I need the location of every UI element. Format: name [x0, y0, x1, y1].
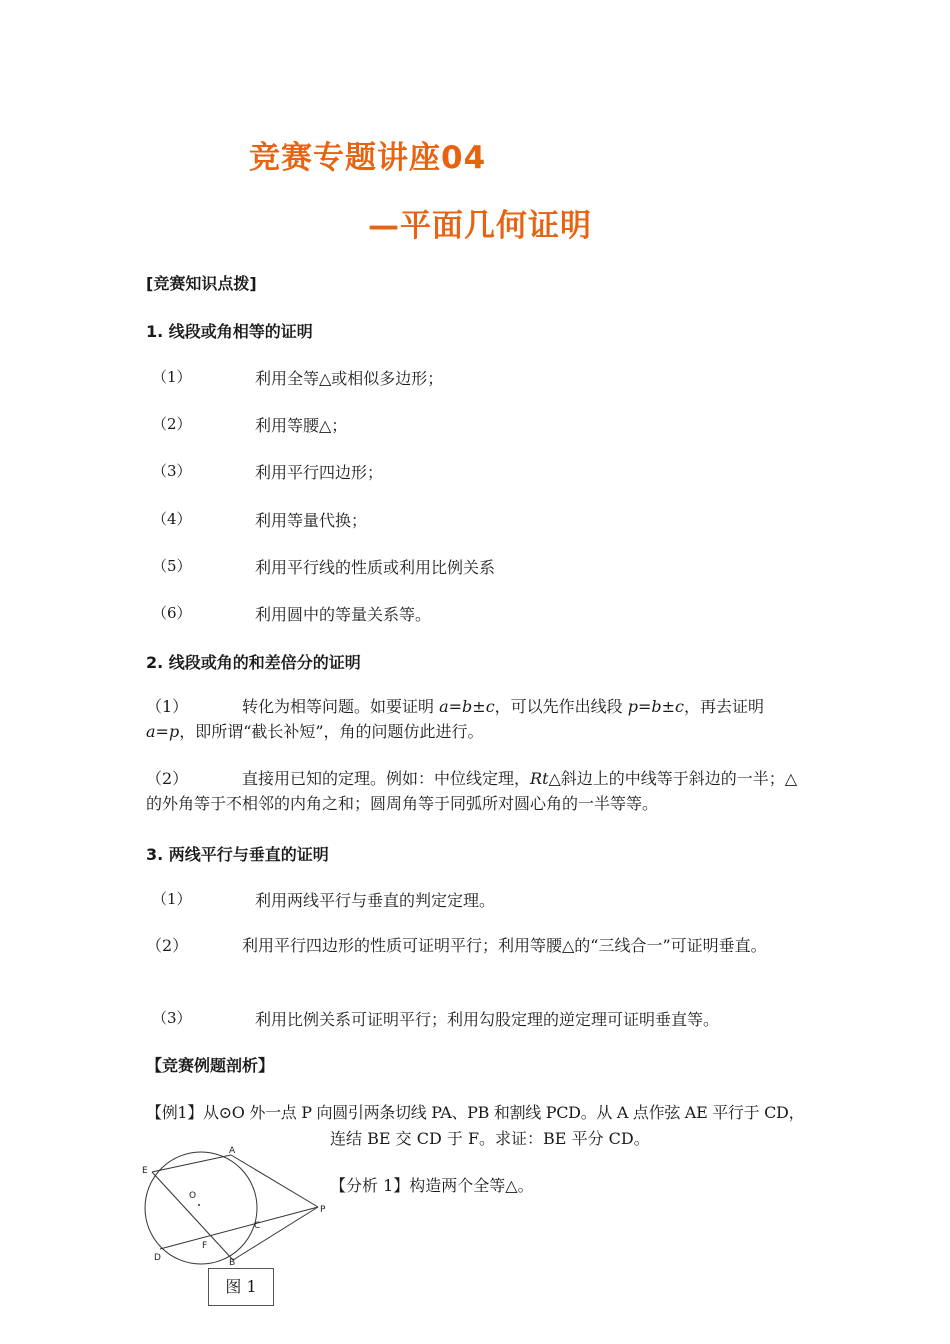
s2-p1-expr-2: p=b±c [627, 697, 685, 716]
s1-item-1-text: 利用全等△或相似多边形； [255, 369, 444, 388]
s3-item-3-number: （3） [152, 1009, 192, 1027]
chord-ae [152, 1155, 231, 1172]
s3-p2-number: （2） [146, 936, 189, 955]
s1-item-6-number: （6） [152, 604, 192, 622]
s3-item-3-text: 利用比例关系可证明平行；利用勾股定理的逆定理可证明垂直等。 [255, 1010, 720, 1029]
title-line-2: —平面几何证明 [368, 208, 592, 244]
s1-item-4-text: 利用等量代换； [255, 511, 368, 530]
s2-p1-text-a: 转化为相等问题。如要证明 [242, 697, 440, 716]
s2-p2-text-a: 直接用已知的定理。例如：中位线定理， [242, 769, 531, 788]
s2-p2-text-b: △斜边上的中线等于斜边的一半；△的外角等于不相邻的内角之和；圆周角等于同弧所对圆心角的一半等等。 [146, 769, 798, 813]
tangent-pb [233, 1207, 318, 1260]
example-1-line-1: 【例1】从⊙O 外一点 P 向圆引两条切线 PA、PB 和割线 PCD。从 A 点作弦 AE 平行于 CD， [146, 1103, 805, 1122]
label-o: O [189, 1191, 197, 1201]
secant-pcd [160, 1207, 318, 1249]
line-be [152, 1172, 233, 1260]
s3-item-1-text: 利用两线平行与垂直的判定定理。 [255, 891, 496, 910]
label-p: P [320, 1205, 326, 1215]
s2-p1-text-d: ，即所谓“截长补短”，角的问题仿此进行。 [179, 722, 484, 741]
examples-header: 【竞赛例题剖析】 [146, 1056, 275, 1075]
figure-1-diagram [138, 1140, 338, 1270]
example-1-line-2: 连结 BE 交 CD 于 F。求证：BE 平分 CD。 [330, 1129, 650, 1148]
tangent-pa [231, 1155, 318, 1207]
label-d: D [154, 1253, 161, 1263]
center-dot [198, 1204, 200, 1206]
label-f: F [202, 1241, 208, 1251]
s2-paragraph-1 [146, 694, 810, 744]
s1-item-3-number: （3） [152, 462, 192, 480]
s1-item-5-number: （5） [152, 557, 192, 575]
figure-1-caption: 图 1 [208, 1268, 274, 1306]
s1-item-2-number: （2） [152, 415, 192, 433]
section-3-heading: 3. 两线平行与垂直的证明 [146, 845, 329, 864]
s1-item-1-number: （1） [152, 368, 192, 386]
s2-p1-expr-3: a=p [146, 722, 180, 741]
s2-p1-text-c: ，再去证明 [684, 697, 765, 716]
s2-paragraph-2 [146, 766, 810, 816]
analysis-1: 【分析 1】构造两个全等△。 [330, 1176, 534, 1195]
section-header: [竞赛知识点拨] [146, 274, 257, 293]
label-c: C [254, 1221, 261, 1231]
circle-o [145, 1152, 257, 1264]
section-1-heading: 1. 线段或角相等的证明 [146, 322, 313, 341]
label-a: A [229, 1146, 236, 1156]
s1-item-6-text: 利用圆中的等量关系等。 [255, 605, 432, 624]
s2-p1-text-b: ，可以先作出线段 [494, 697, 628, 716]
label-b: B [229, 1258, 236, 1268]
s2-p1-number: （1） [146, 697, 189, 716]
s3-item-1-number: （1） [152, 890, 192, 908]
s1-item-5-text: 利用平行线的性质或利用比例关系 [255, 558, 496, 577]
label-e: E [142, 1166, 148, 1176]
title-line-1: 竞赛专题讲座04 [249, 140, 487, 176]
s2-p1-expr-1: a=b±c [439, 697, 495, 716]
s2-p2-number: （2） [146, 769, 189, 788]
s1-item-2-text: 利用等腰△； [255, 416, 348, 435]
s1-item-3-text: 利用平行四边形； [255, 463, 384, 482]
s1-item-4-number: （4） [152, 510, 192, 528]
s2-p2-rt: Rt [530, 769, 549, 788]
section-2-heading: 2. 线段或角的和差倍分的证明 [146, 653, 361, 672]
s3-p2-text: 利用平行四边形的性质可证明平行；利用等腰△的“三线合一”可证明垂直。 [242, 936, 767, 955]
s3-paragraph-2 [146, 933, 810, 958]
